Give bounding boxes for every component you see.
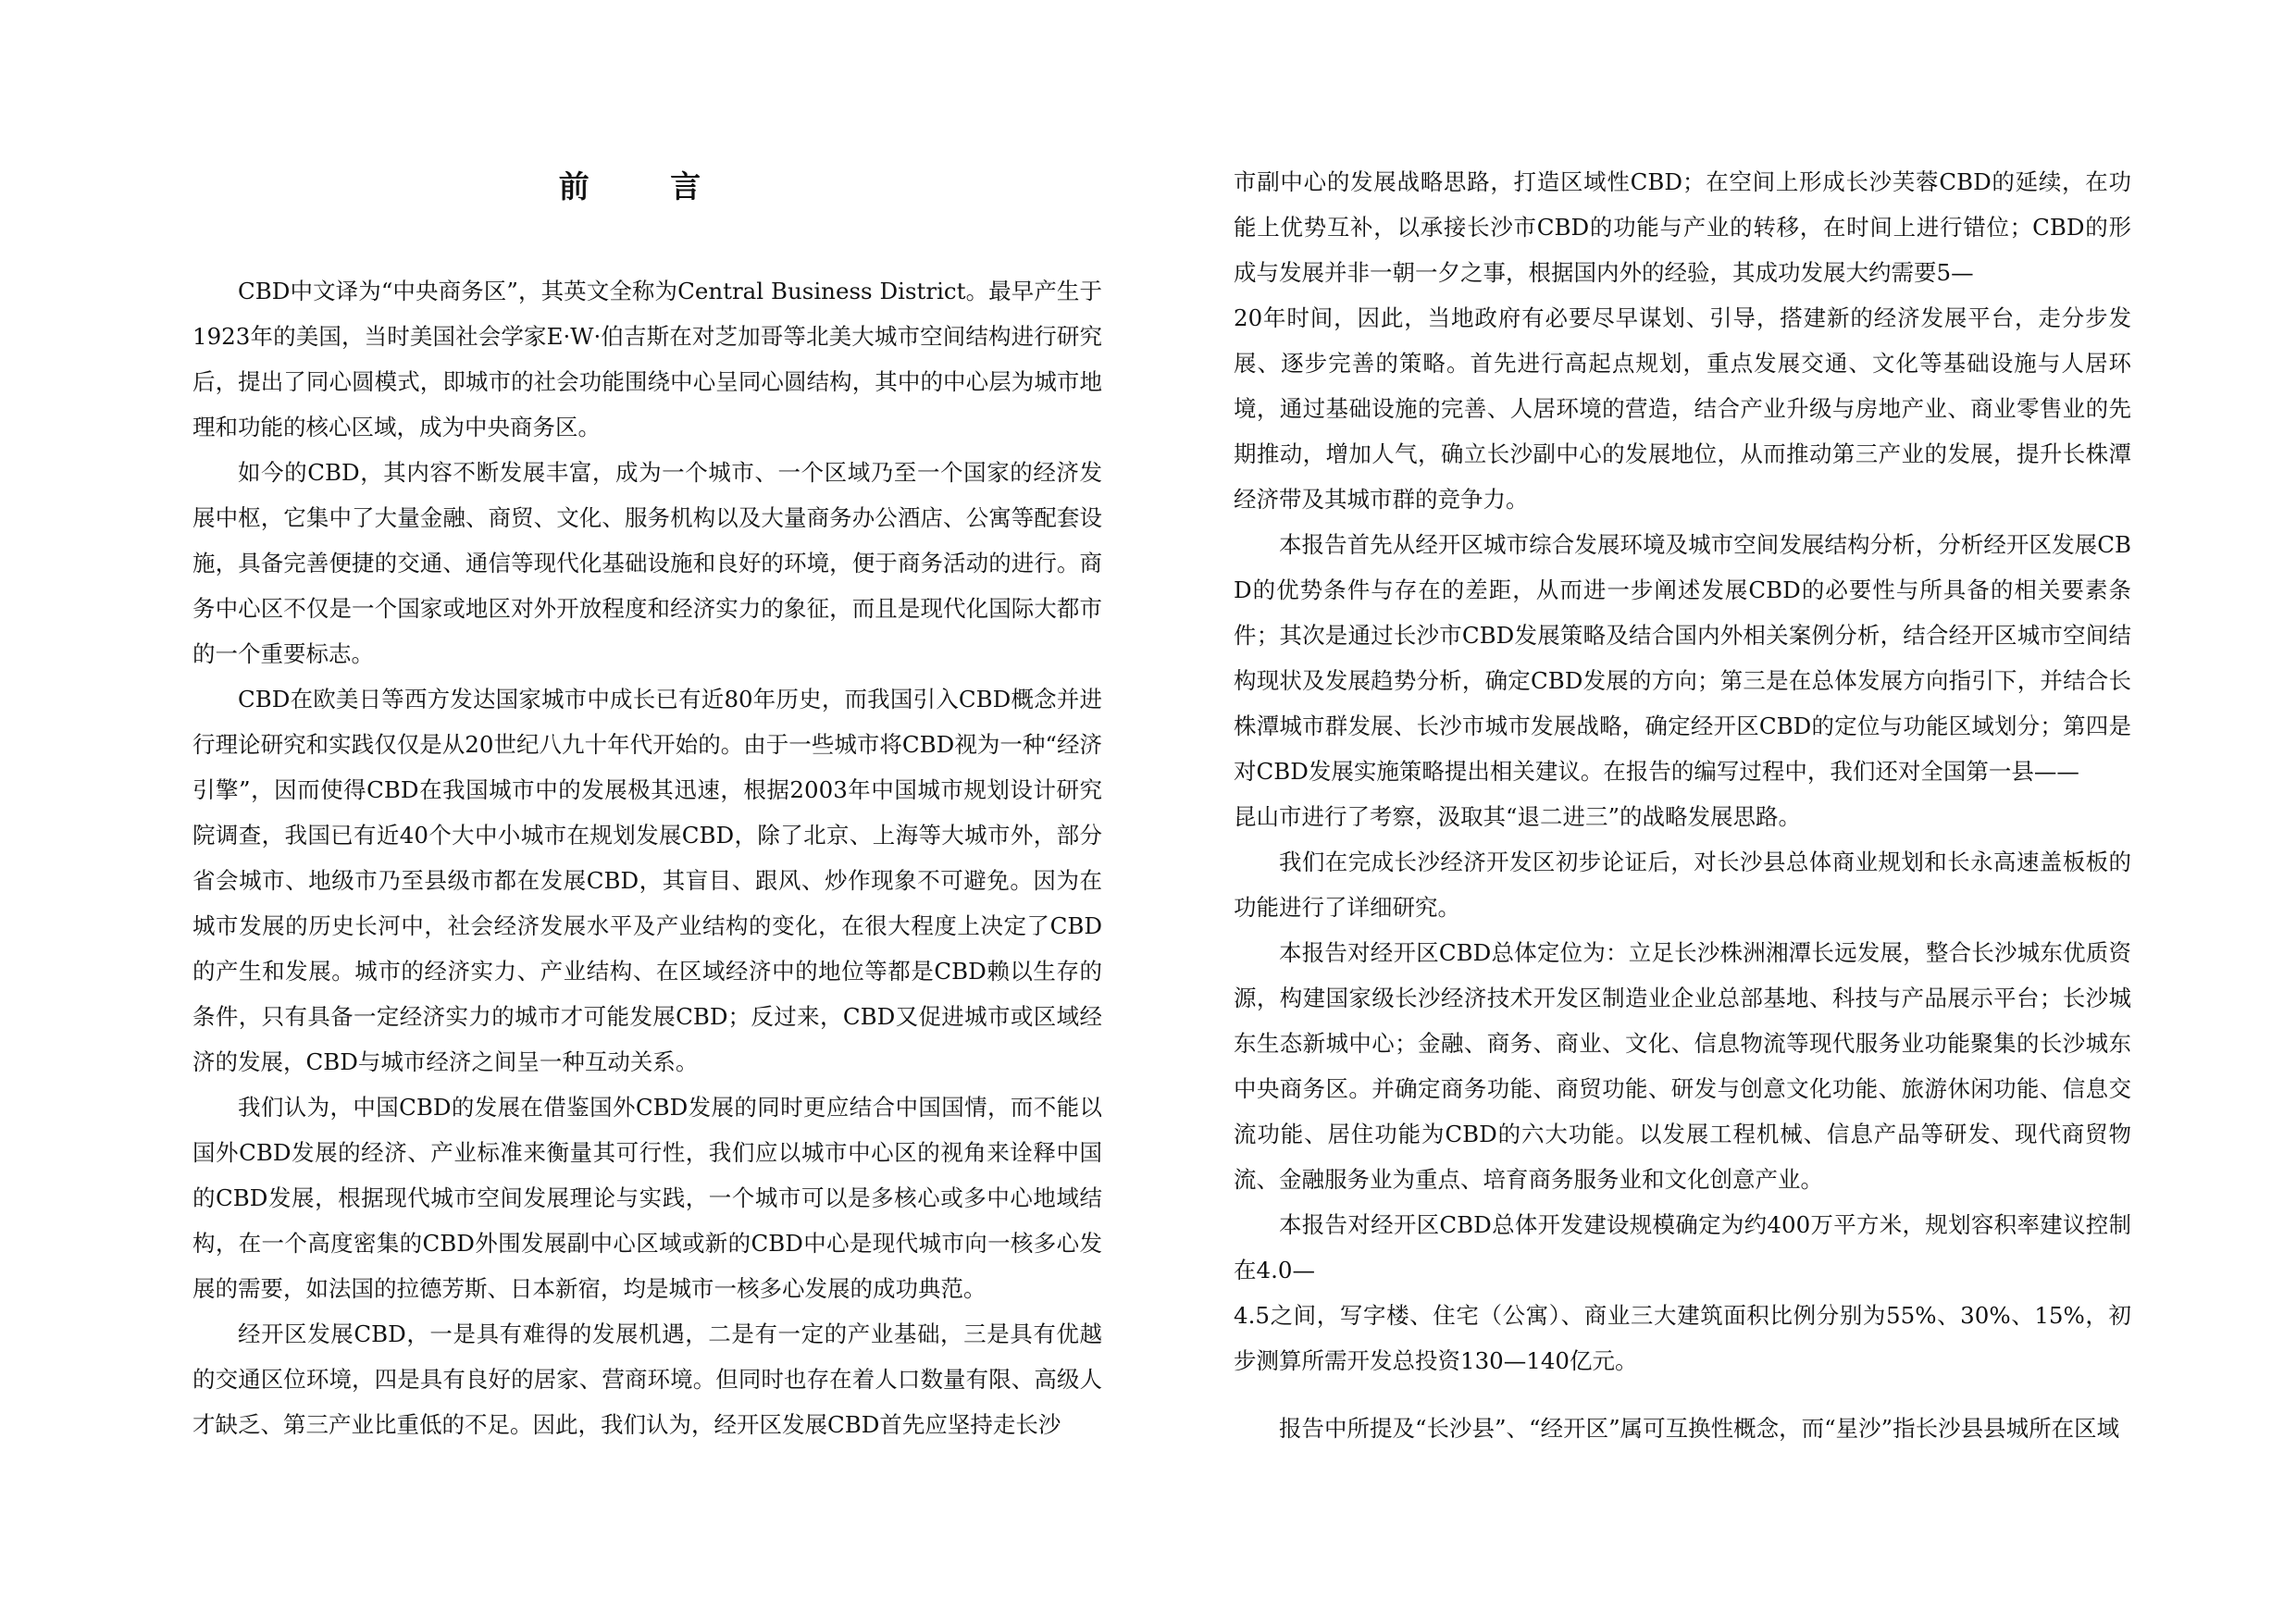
paragraph-terminology-note: 报告中所提及“长沙县”、“经开区”属可互换性概念，而“星沙”指长沙县县城所在区域 [1279,1415,2120,1442]
paragraph-report-structure: 本报告首先从经开区城市综合发展环境及城市空间发展结构分析，分析经开区发展CBD的优势条件与存在的差距，从而进一步阐述发展CBD的必要性与所具备的相关要素条件；其次是通过长沙市CBD发展策略及结合国内外相关案例分析，结合经开区城市空间结构现状及发展趋势分析，确定CBD发展的方向；第三是在总体发展方向指引下，并结合长株潭城市群发展、长沙市城市发展战略，确定经开区CBD的定位与功能区域划分；第四是对CBD发展实施策略提出相关建议。在报告的编写过程中，我们还对全国第一县—— [1234,531,2131,785]
paragraph-ratios: 4.5之间，写字楼、住宅（公寓）、商业三大建筑面积比例分别为55%、30%、15%，初步测算所需开发总投资130—140亿元。 [1234,1302,2131,1374]
paragraph-positioning: 本报告对经开区CBD总体定位为：立足长沙株洲湘潭长远发展，整合长沙城东优质资源，构建国家级长沙经济技术开发区制造业企业总部基地、科技与产品展示平台；长沙城东生态新城中心；金融、商务、商业、文化、信息物流等现代服务业功能聚集的长沙城东中央商务区。并确定商务功能、商贸功能、研发与创意文化功能、旅游休闲功能、信息交流功能、居住功能为CBD的六大功能。以发展工程机械、信息产品等研发、现代商贸物流、金融服务业为重点、培育商务服务业和文化创意产业。 [1234,939,2131,1193]
paragraph-scale: 本报告对经开区CBD总体开发建设规模确定为约400万平方米，规划容积率建议控制在4.0— [1234,1211,2131,1283]
paragraph-development-steps: 20年时间，因此，当地政府有必要尽早谋划、引导，搭建新的经济发展平台，走分步发展、逐步完善的策略。首先进行高起点规划，重点发展交通、文化等基础设施与人居环境，通过基础设施的完善、人居环境的营造，结合产业升级与房地产业、商业零售业的先期推动，增加人气，确立长沙副中心的发展地位，从而推动第三产业的发展，提升长株潭经济带及其城市群的竞争力。 [1234,304,2131,513]
paragraph-cbd-today: 如今的CBD，其内容不断发展丰富，成为一个城市、一个区域乃至一个国家的经济发展中枢，它集中了大量金融、商贸、文化、服务机构以及大量商务办公酒店、公寓等配套设施，具备完善便捷的交通、通信等现代化基础设施和良好的环境，便于商务活动的进行。商务中心区不仅是一个国家或地区对外开放程度和经济实力的象征，而且是现代化国际大都市的一个重要标志。 [192,459,1102,667]
paragraph-kunshan-visit: 昆山市进行了考察，汲取其“退二进三”的战略发展思路。 [1234,803,1802,830]
paragraph-cbd-history: CBD在欧美日等西方发达国家城市中成长已有近80年历史，而我国引入CBD概念并进行理论研究和实践仅仅是从20世纪八九十年代开始的。由于一些城市将CBD视为一种“经济引擎”，因而使得CBD在我国城市中的发展极其迅速，根据2003年中国城市规划设计研究院调查，我国已有近40个大中小城市在规划发展CBD，除了北京、上海等大城市外，部分省会城市、地级市乃至县级市都在发展CBD，其盲目、跟风、炒作现象不可避免。因为在城市发展的历史长河中，社会经济发展水平及产业结构的变化，在很大程度上决定了CBD的产生和发展。城市的经济实力、产业结构、在区域经济中的地位等都是CBD赖以生存的条件，只有具备一定经济实力的城市才可能发展CBD；反过来，CBD又促进城市或区域经济的发展，CBD与城市经济之间呈一种互动关系。 [192,686,1102,1075]
paragraph-continued-strategy: 市副中心的发展战略思路，打造区域性CBD；在空间上形成长沙芙蓉CBD的延续，在功能上优势互补，以承接长沙市CBD的功能与产业的转移，在时间上进行错位；CBD的形成与发展并非一朝一夕之事，根据国内外的经验，其成功发展大约需要5— [1234,168,2131,286]
paragraph-preliminary-study: 我们在完成长沙经济开发区初步论证后，对长沙县总体商业规划和长永高速盖板板的功能进行了详细研究。 [1234,849,2131,921]
paragraph-development-zone: 经开区发展CBD，一是具有难得的发展机遇，二是有一定的产业基础，三是具有优越的交通区位环境，四是具有良好的居家、营商环境。但同时也存在着人口数量有限、高级人才缺乏、第三产业比重低的不足。因此，我们认为，经开区发展CBD首先应坚持走长沙 [192,1320,1102,1438]
paragraph-our-view: 我们认为，中国CBD的发展在借鉴国外CBD发展的同时更应结合中国国情，而不能以国外CBD发展的经济、产业标准来衡量其可行性，我们应以城市中心区的视角来诠释中国的CBD发展，根据现代城市空间发展理论与实践，一个城市可以是多核心或多中心地域结构，在一个高度密集的CBD外围发展副中心区域或新的CBD中心是现代城市向一核多心发展的需要，如法国的拉德芳斯、日本新宿，均是城市一核多心发展的成功典范。 [192,1094,1102,1302]
page-title: 前 言 [558,168,737,205]
paragraph-cbd-definition: CBD中文译为“中央商务区”，其英文全称为Central Business District。最早产生于1923年的美国，当时美国社会学家E·W·伯吉斯在对芝加哥等北美大城市空间结构进行研究后，提出了同心圆模式，即城市的社会功能围绕中心呈同心圆结构，其中的中心层为城市地理和功能的核心区域，成为中央商务区。 [192,278,1102,440]
